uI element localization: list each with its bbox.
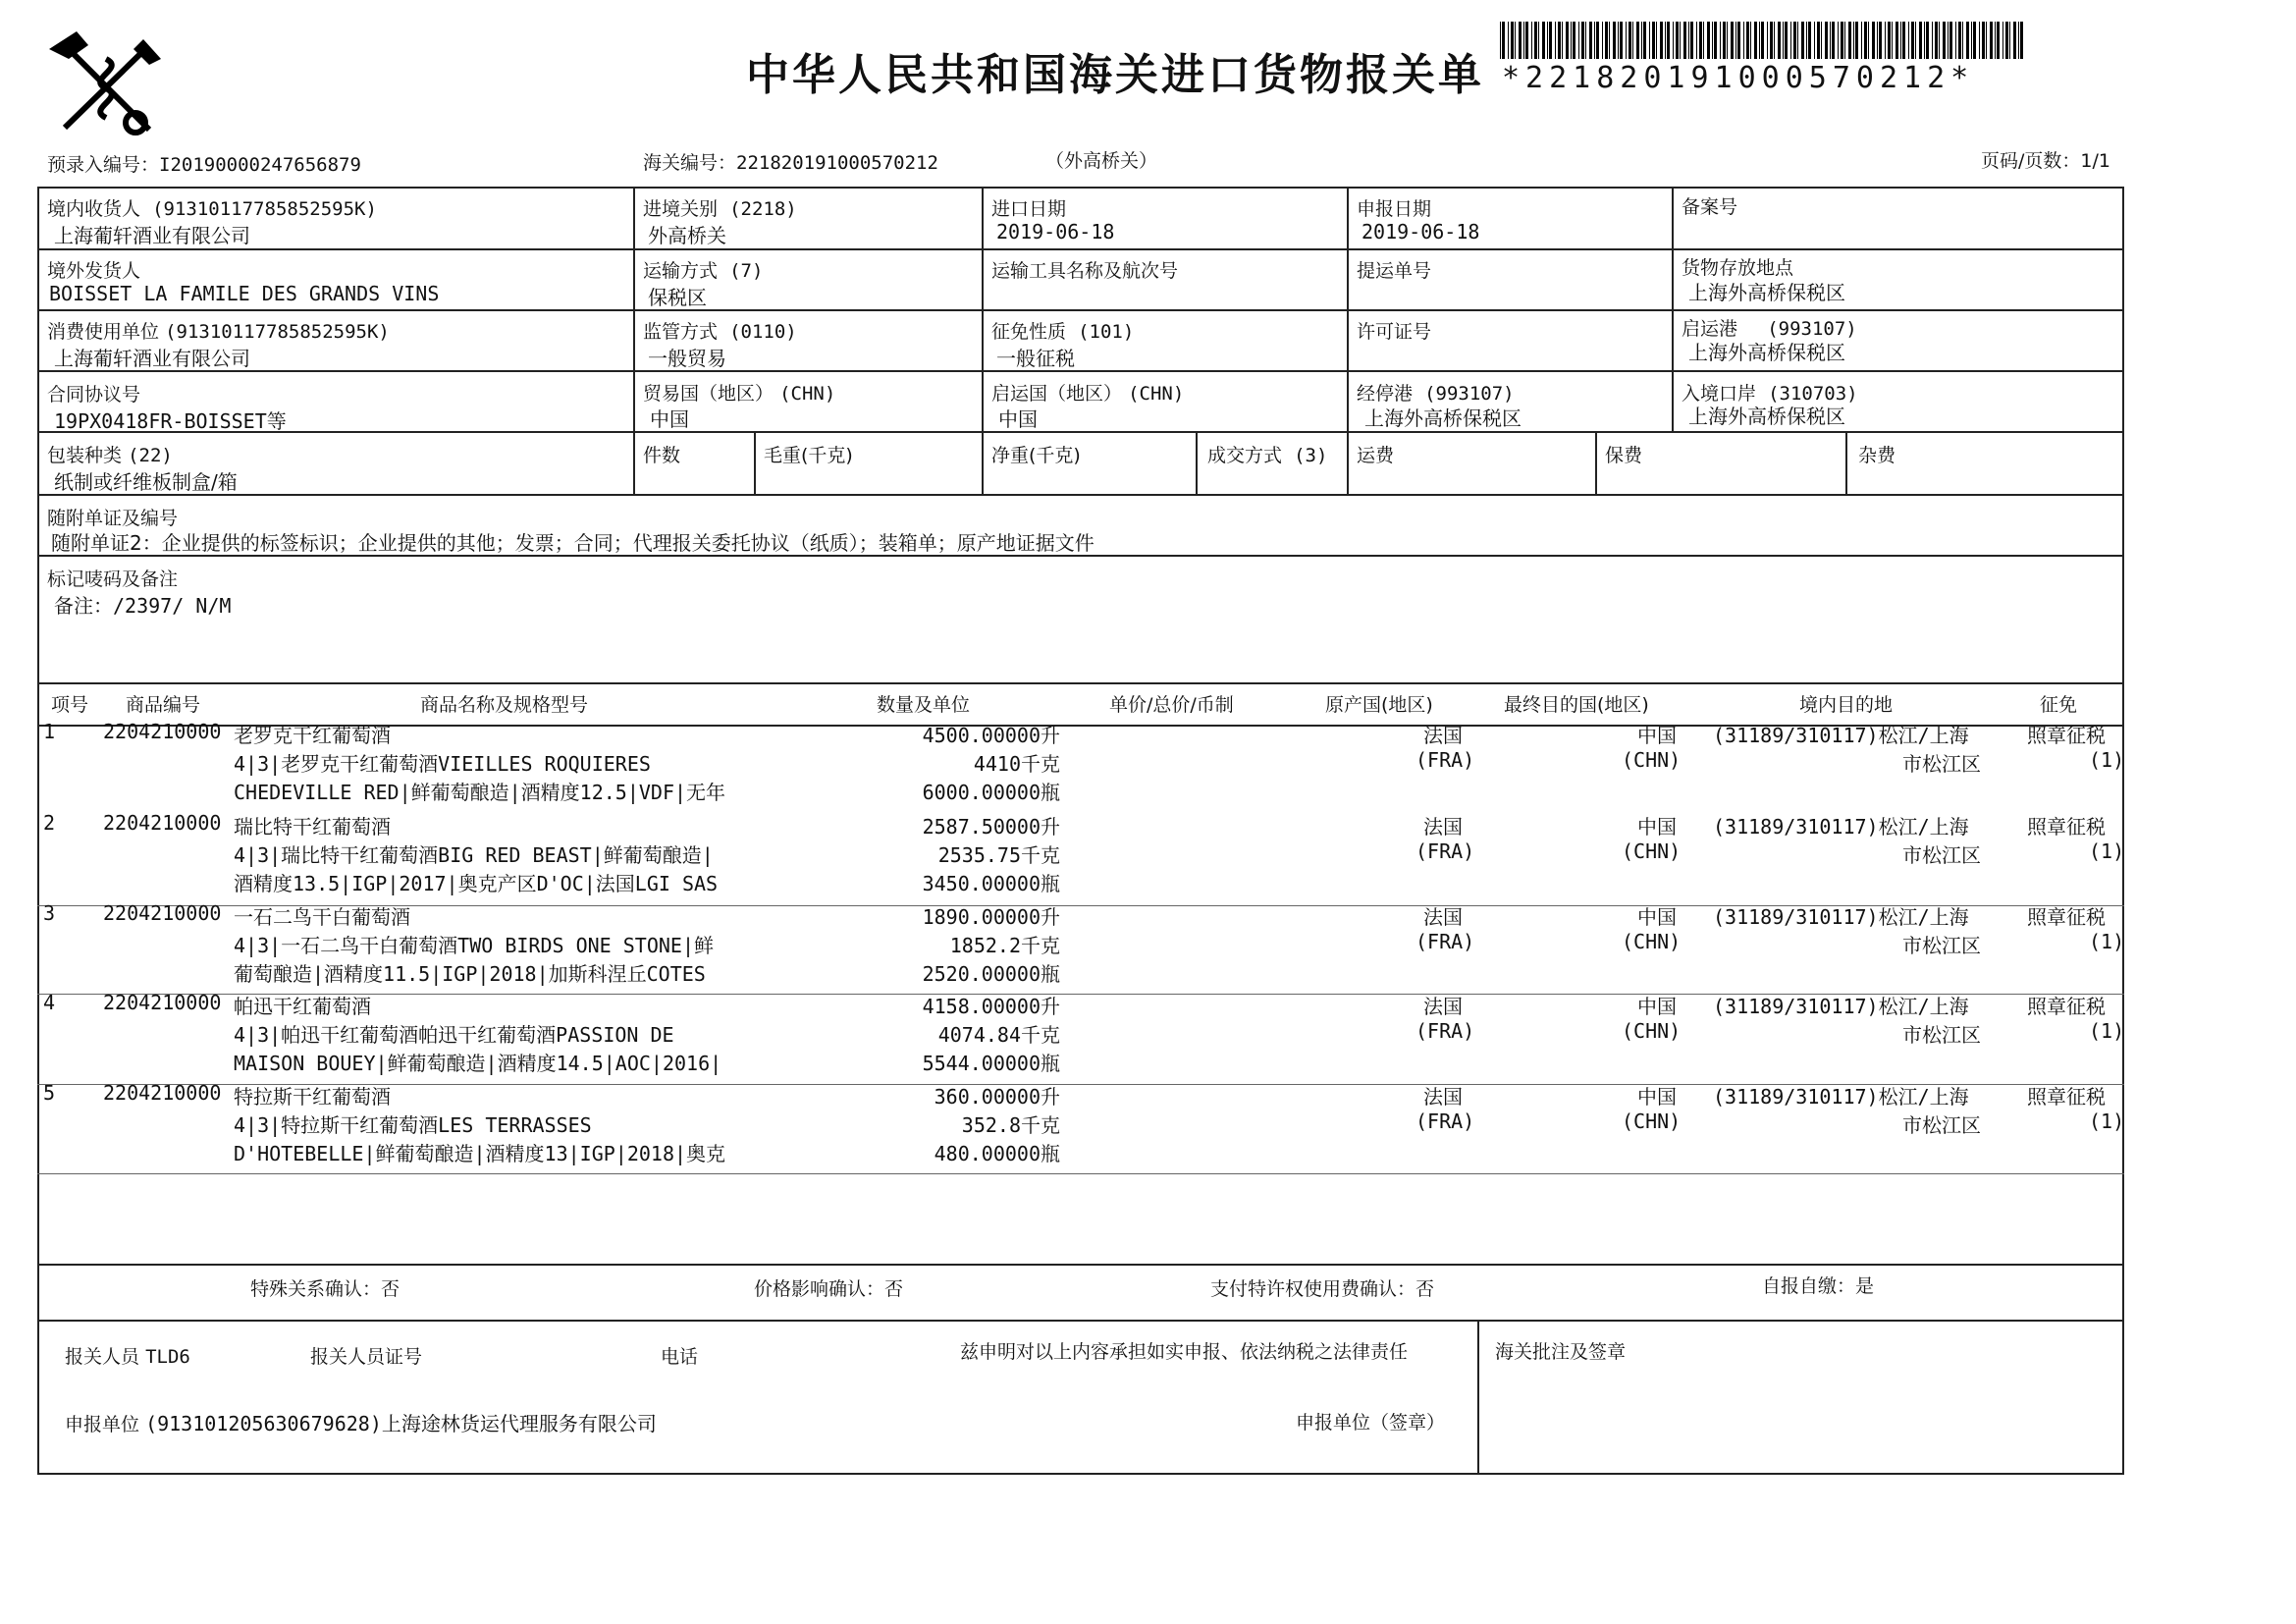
contract-label: 合同协议号 [47, 384, 141, 406]
item-qty-volume: 1890.00000升 [922, 905, 1060, 929]
item-dest: 中国 [1637, 1085, 1677, 1109]
user-name: 上海葡轩酒业有限公司 [54, 347, 250, 370]
col-header-origin: 原产国(地区) [1325, 694, 1433, 716]
transport-label: 运输方式 (7) [643, 260, 764, 282]
levy-value: 一般征税 [996, 347, 1075, 370]
docs-label: 随附单证及编号 [47, 508, 179, 529]
entry-port-value: 外高桥关 [648, 224, 726, 247]
port-note: （外高桥关） [1045, 150, 1158, 172]
depart-port-label: 启运港 (993107) [1682, 318, 1857, 340]
license-label: 许可证号 [1357, 321, 1432, 343]
item-dest: 中国 [1637, 815, 1677, 839]
item-levy: 照章征税 [2027, 1085, 2106, 1109]
broker-label: 报关人员 TLD6 [65, 1346, 190, 1368]
item-origin: 法国 [1423, 724, 1463, 747]
item-levy-code: (1) [2089, 930, 2125, 953]
item-qty-weight: 1852.2千克 [949, 934, 1060, 957]
supervision-label: 监管方式 (0110) [643, 321, 797, 343]
contract-value: 19PX0418FR-BOISSET等 [54, 409, 287, 433]
form-title: 中华人民共和国海关进口货物报关单 [746, 50, 1484, 100]
item-domestic-line1: (31189/310117)松江/上海 [1713, 905, 1969, 929]
self-report-confirm: 自报自缴：是 [1762, 1275, 1875, 1297]
freight-label: 运费 [1357, 445, 1395, 466]
item-domestic-line1: (31189/310117)松江/上海 [1713, 815, 1969, 839]
bill-label: 提运单号 [1357, 260, 1432, 282]
col-header-domestic: 境内目的地 [1799, 694, 1894, 716]
item-qty-bottles: 5544.00000瓶 [922, 1052, 1060, 1075]
special-relation-confirm: 特殊关系确认：否 [250, 1278, 400, 1300]
col-header-code: 商品编号 [126, 694, 201, 716]
col-header-name: 商品名称及规格型号 [420, 694, 589, 716]
item-spec-line2: 葡萄酿造|酒精度11.5|IGP|2018|加斯科涅丘COTES [234, 962, 706, 986]
marks-value: 备注：/2397/ N/M [54, 594, 232, 618]
item-qty-bottles: 480.00000瓶 [934, 1142, 1060, 1165]
item-dest-code: (CHN) [1622, 748, 1682, 772]
phone-label: 电话 [661, 1346, 699, 1368]
misc-label: 杂费 [1858, 445, 1896, 466]
item-domestic-line1: (31189/310117)松江/上海 [1713, 724, 1969, 747]
declare-date-value: 2019-06-18 [1362, 220, 1480, 244]
item-origin-code: (FRA) [1415, 839, 1475, 863]
import-date-label: 进口日期 [991, 198, 1067, 220]
supervision-value: 一般贸易 [648, 347, 726, 370]
item-name: 老罗克干红葡萄酒 [234, 724, 391, 747]
page-count: 页码/页数：1/1 [1981, 150, 2110, 172]
item-qty-volume: 4158.00000升 [922, 995, 1060, 1018]
item-dest: 中国 [1637, 724, 1677, 747]
broker-cert-label: 报关人员证号 [310, 1346, 423, 1368]
item-no: 4 [43, 991, 56, 1014]
item-domestic-line2: 市松江区 [1902, 752, 1981, 776]
item-name: 一石二鸟干白葡萄酒 [234, 905, 410, 929]
item-spec-line2: 酒精度13.5|IGP|2017|奥克产区D'OC|法国LGI SAS [234, 872, 719, 895]
item-dest: 中国 [1637, 905, 1677, 929]
item-spec-line1: 4|3|一石二鸟干白葡萄酒TWO BIRDS ONE STONE|鲜 [234, 934, 714, 957]
net-weight-label: 净重(千克) [991, 445, 1081, 466]
item-dest: 中国 [1637, 995, 1677, 1018]
item-no: 3 [43, 901, 56, 925]
item-levy-code: (1) [2089, 748, 2125, 772]
item-code: 2204210000 [103, 720, 222, 743]
item-levy: 照章征税 [2027, 815, 2106, 839]
item-qty-bottles: 2520.00000瓶 [922, 962, 1060, 986]
item-code: 2204210000 [103, 1081, 222, 1105]
storage-label: 货物存放地点 [1682, 257, 1794, 279]
origin-country-value: 中国 [998, 407, 1038, 431]
col-header-dest: 最终目的国(地区) [1504, 694, 1649, 716]
item-no: 5 [43, 1081, 56, 1105]
insurance-label: 保费 [1605, 445, 1643, 466]
item-name: 帕迅干红葡萄酒 [234, 995, 371, 1018]
item-qty-bottles: 3450.00000瓶 [922, 872, 1060, 895]
item-qty-weight: 352.8千克 [961, 1113, 1060, 1137]
item-origin-code: (FRA) [1415, 748, 1475, 772]
item-domestic-line2: 市松江区 [1902, 1113, 1981, 1137]
item-dest-code: (CHN) [1622, 1110, 1682, 1133]
item-origin: 法国 [1423, 815, 1463, 839]
entry-gate-label: 入境口岸 (310703) [1682, 383, 1858, 405]
pack-label: 包装种类 (22) [47, 445, 173, 466]
item-domestic-line2: 市松江区 [1902, 1023, 1981, 1047]
item-spec-line2: MAISON BOUEY|鲜葡萄酿造|酒精度14.5|AOC|2016| [234, 1052, 722, 1075]
consignee-name: 上海葡轩酒业有限公司 [54, 224, 250, 247]
customs-emblem-icon [47, 29, 165, 142]
via-port-value: 上海外高桥保税区 [1364, 406, 1522, 430]
item-no: 2 [43, 811, 56, 835]
item-spec-line2: CHEDEVILLE RED|鲜葡萄酿造|酒精度12.5|VDF|无年 [234, 781, 726, 804]
storage-value: 上海外高桥保税区 [1688, 281, 1845, 304]
pre-entry-number: 预录入编号：I20190000247656879 [47, 154, 361, 176]
item-origin-code: (FRA) [1415, 1110, 1475, 1133]
item-spec-line1: 4|3|瑞比特干红葡萄酒BIG RED BEAST|鲜葡萄酿造| [234, 843, 714, 867]
record-no-label: 备案号 [1682, 196, 1738, 218]
docs-value: 随附单证2：企业提供的标签标识；企业提供的其他；发票；合同；代理报关委托协议（纸质）；装箱单；原产地证据文件 [51, 531, 1095, 555]
item-qty-weight: 2535.75千克 [937, 843, 1060, 867]
transport-value: 保税区 [648, 286, 707, 309]
shipper-label: 境外发货人 [47, 260, 141, 282]
item-no: 1 [43, 720, 56, 743]
vehicle-label: 运输工具名称及航次号 [991, 260, 1179, 282]
trade-country-value: 中国 [650, 407, 689, 431]
consignee-label: 境内收货人 (91310117785852595K) [47, 198, 377, 220]
item-origin-code: (FRA) [1415, 1019, 1475, 1043]
pieces-label: 件数 [643, 445, 681, 466]
item-code: 2204210000 [103, 991, 222, 1014]
import-date-value: 2019-06-18 [996, 220, 1115, 244]
via-port-label: 经停港 (993107) [1357, 383, 1515, 405]
item-code: 2204210000 [103, 811, 222, 835]
shipper-value: BOISSET LA FAMILE DES GRANDS VINS [49, 282, 440, 305]
item-levy-code: (1) [2089, 1019, 2125, 1043]
barcode-number: *221820191000570212* [1502, 61, 1975, 95]
customs-number: 海关编号：221820191000570212 [643, 152, 938, 174]
entry-port-label: 进境关别 (2218) [643, 198, 797, 220]
declaration-statement: 兹申明对以上内容承担如实申报、依法纳税之法律责任 [960, 1341, 1409, 1363]
item-qty-volume: 2587.50000升 [922, 815, 1060, 839]
item-qty-volume: 4500.00000升 [922, 724, 1060, 747]
item-domestic-line1: (31189/310117)松江/上海 [1713, 1085, 1969, 1109]
gross-weight-label: 毛重(千克) [764, 445, 853, 466]
item-spec-line1: 4|3|特拉斯干红葡萄酒LES TERRASSES [234, 1113, 592, 1137]
item-domestic-line2: 市松江区 [1902, 934, 1981, 957]
pack-value: 纸制或纤维板制盒/箱 [54, 470, 238, 494]
item-origin: 法国 [1423, 905, 1463, 929]
trade-country-label: 贸易国（地区） (CHN) [643, 383, 836, 405]
item-levy-code: (1) [2089, 839, 2125, 863]
item-origin: 法国 [1423, 995, 1463, 1018]
royalty-confirm: 支付特许权使用费确认：否 [1210, 1278, 1435, 1300]
item-domestic-line1: (31189/310117)松江/上海 [1713, 995, 1969, 1018]
item-code: 2204210000 [103, 901, 222, 925]
item-qty-weight: 4074.84千克 [937, 1023, 1060, 1047]
item-dest-code: (CHN) [1622, 839, 1682, 863]
price-influence-confirm: 价格影响确认：否 [754, 1278, 904, 1300]
user-label: 消费使用单位 (91310117785852595K) [47, 321, 390, 343]
item-levy-code: (1) [2089, 1110, 2125, 1133]
item-domestic-line2: 市松江区 [1902, 843, 1981, 867]
item-name: 特拉斯干红葡萄酒 [234, 1085, 391, 1109]
item-spec-line1: 4|3|老罗克干红葡萄酒VIEILLES ROQUIERES [234, 752, 651, 776]
barcode [1500, 22, 2030, 59]
item-spec-line2: D'HOTEBELLE|鲜葡萄酿造|酒精度13|IGP|2018|奥克 [234, 1142, 726, 1165]
item-levy: 照章征税 [2027, 724, 2106, 747]
customs-sign-label: 海关批注及签章 [1495, 1341, 1627, 1363]
declare-date-label: 申报日期 [1357, 198, 1432, 220]
entry-gate-value: 上海外高桥保税区 [1688, 405, 1845, 428]
declare-unit: 申报单位 (913101205630679628)上海途林货运代理服务有限公司 [65, 1412, 657, 1435]
item-levy: 照章征税 [2027, 905, 2106, 929]
item-dest-code: (CHN) [1622, 1019, 1682, 1043]
item-spec-line1: 4|3|帕迅干红葡萄酒帕迅干红葡萄酒PASSION DE [234, 1023, 674, 1047]
deal-label: 成交方式 (3) [1207, 445, 1328, 466]
col-header-price: 单价/总价/币制 [1109, 694, 1234, 716]
item-qty-bottles: 6000.00000瓶 [922, 781, 1060, 804]
item-name: 瑞比特干红葡萄酒 [234, 815, 391, 839]
col-header-levy: 征免 [2040, 694, 2078, 716]
item-qty-weight: 4410千克 [973, 752, 1060, 776]
declare-unit-sign: 申报单位（签章） [1296, 1412, 1446, 1434]
col-header-no: 项号 [51, 694, 89, 716]
depart-port-value: 上海外高桥保税区 [1688, 341, 1845, 364]
item-origin-code: (FRA) [1415, 930, 1475, 953]
origin-country-label: 启运国（地区） (CHN) [991, 383, 1185, 405]
levy-label: 征免性质 (101) [991, 321, 1135, 343]
item-qty-volume: 360.00000升 [934, 1085, 1060, 1109]
item-dest-code: (CHN) [1622, 930, 1682, 953]
item-levy: 照章征税 [2027, 995, 2106, 1018]
col-header-qty: 数量及单位 [877, 694, 971, 716]
item-origin: 法国 [1423, 1085, 1463, 1109]
marks-label: 标记唛码及备注 [47, 568, 179, 590]
